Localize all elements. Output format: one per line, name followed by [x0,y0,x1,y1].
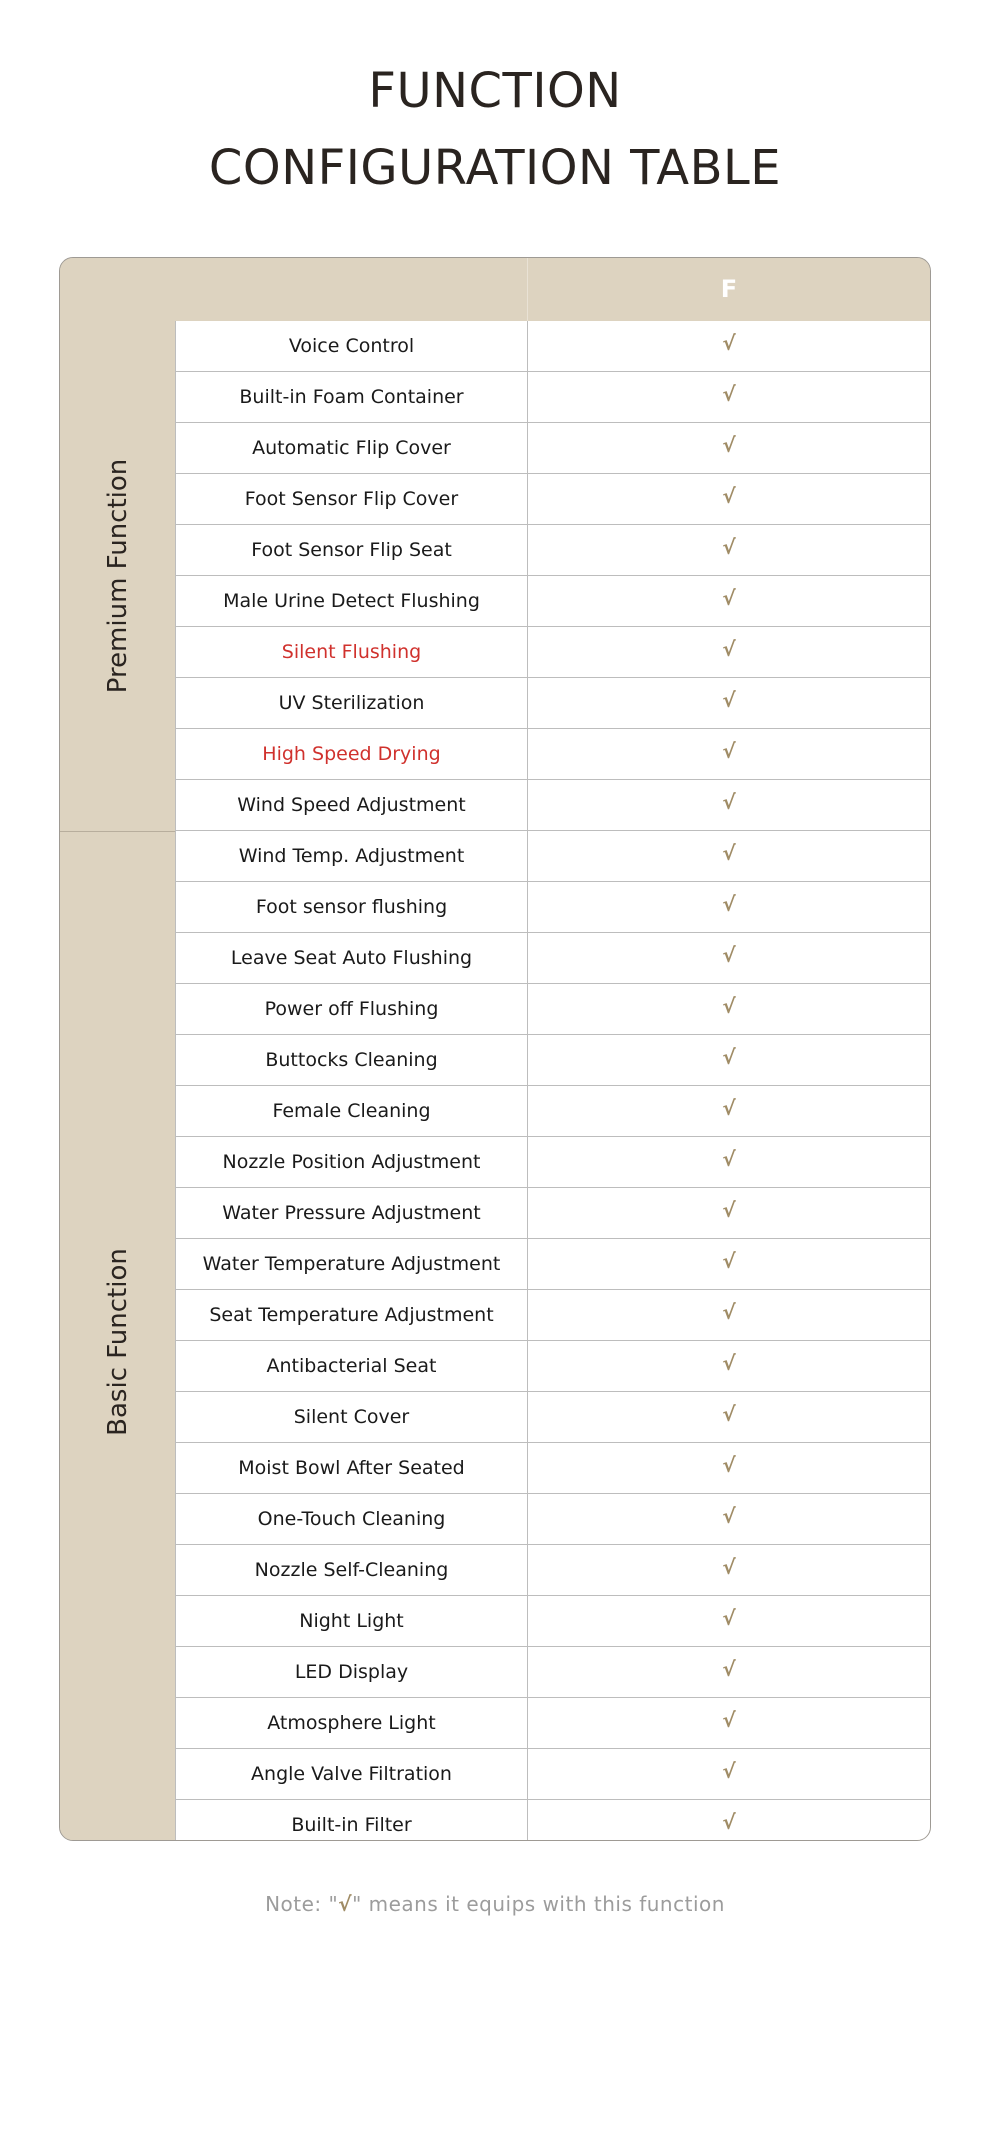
group-cell-0 [60,321,175,831]
function-name: Silent Cover [176,1392,528,1442]
check-mark-icon: √ [722,994,736,1018]
check-mark-icon: √ [722,892,736,916]
table-row [176,1698,930,1749]
check-mark-icon: √ [722,535,736,559]
function-name: Automatic Flip Cover [176,423,528,473]
function-name: Atmosphere Light [176,1698,528,1748]
function-name: Leave Seat Auto Flushing [176,933,528,983]
table-row [176,1137,930,1188]
function-name: Foot sensor flushing [176,882,528,932]
footnote [0,1892,990,1916]
page-title [0,53,990,207]
title-line-1: FUNCTION [368,63,622,119]
function-name: UV Sterilization [176,678,528,728]
check-mark-icon: √ [722,1555,736,1579]
function-name: Foot Sensor Flip Cover [176,474,528,524]
table-row [176,933,930,984]
function-name: Silent Flushing [176,627,528,677]
table-row [176,1443,930,1494]
function-name: Wind Speed Adjustment [176,780,528,830]
check-mark-icon: √ [722,1759,736,1783]
check-mark-icon: √ [722,637,736,661]
table-body [175,321,930,1841]
group-label: Basic Function [102,1248,133,1436]
table-row [176,984,930,1035]
function-name: One-Touch Cleaning [176,1494,528,1544]
check-mark-icon: √ [722,1249,736,1273]
function-name: Built-in Foam Container [176,372,528,422]
table-row [176,423,930,474]
table-row [176,1494,930,1545]
check-mark-icon: √ [722,841,736,865]
table-row [176,321,930,372]
check-mark-icon: √ [722,382,736,406]
model-column-header: F [720,275,738,303]
check-mark-icon: √ [722,1606,736,1630]
table-row [176,1341,930,1392]
check-mark-icon: √ [722,790,736,814]
check-mark-icon: √ [722,1453,736,1477]
check-mark-icon: √ [722,1300,736,1324]
table-row [176,1647,930,1698]
function-name: Water Pressure Adjustment [176,1188,528,1238]
table-row [176,1188,930,1239]
table-row [176,678,930,729]
check-mark-icon: √ [722,1045,736,1069]
function-name: Wind Temp. Adjustment [176,831,528,881]
check-mark-icon: √ [722,943,736,967]
function-name: Nozzle Self-Cleaning [176,1545,528,1595]
group-label: Premium Function [102,458,133,694]
group-cell-1 [60,831,175,1841]
function-name: Night Light [176,1596,528,1646]
check-mark-icon: √ [722,1708,736,1732]
function-name: Power off Flushing [176,984,528,1034]
check-mark-icon: √ [722,688,736,712]
table-header [60,258,930,322]
table-row [176,1035,930,1086]
table-row [176,525,930,576]
function-name: Antibacterial Seat [176,1341,528,1391]
table-row [176,1290,930,1341]
function-name: Water Temperature Adjustment [176,1239,528,1289]
check-mark-icon: √ [722,1810,736,1834]
check-mark-icon: √ [722,1147,736,1171]
table-row [176,1800,930,1841]
table-row [176,372,930,423]
check-mark-icon: √ [722,1504,736,1528]
check-mark-icon: √ [722,586,736,610]
check-mark-icon: √ [722,433,736,457]
check-mark-icon: √ [722,1351,736,1375]
table-row [176,576,930,627]
table-row [176,780,930,831]
function-name: High Speed Drying [176,729,528,779]
table-row [176,729,930,780]
table-row [176,1545,930,1596]
check-mark-icon: √ [722,1402,736,1426]
function-name: Angle Valve Filtration [176,1749,528,1799]
function-name: Seat Temperature Adjustment [176,1290,528,1340]
table-row [176,1392,930,1443]
check-mark-icon: √ [722,1096,736,1120]
table-row [176,1749,930,1800]
check-mark-icon: √ [722,739,736,763]
check-mark-icon: √ [722,331,736,355]
table-row [176,1239,930,1290]
function-name: Moist Bowl After Seated [176,1443,528,1493]
table-row [176,474,930,525]
function-name: LED Display [176,1647,528,1697]
table-row [176,882,930,933]
function-name: Buttocks Cleaning [176,1035,528,1085]
table-row [176,1596,930,1647]
function-configuration-table [59,257,931,1841]
table-row [176,627,930,678]
table-row [176,831,930,882]
check-mark-icon: √ [338,1892,353,1916]
note-prefix: Note: " [265,1892,339,1916]
function-name: Male Urine Detect Flushing [176,576,528,626]
table-row [176,1086,930,1137]
check-mark-icon: √ [722,484,736,508]
function-name: Built-in Filter [176,1800,528,1841]
function-name: Voice Control [176,321,528,371]
title-line-2: CONFIGURATION TABLE [208,140,782,196]
function-name: Female Cleaning [176,1086,528,1136]
check-mark-icon: √ [722,1657,736,1681]
note-suffix: " means it equips with this function [352,1892,725,1916]
function-name: Nozzle Position Adjustment [176,1137,528,1187]
check-mark-icon: √ [722,1198,736,1222]
function-name: Foot Sensor Flip Seat [176,525,528,575]
